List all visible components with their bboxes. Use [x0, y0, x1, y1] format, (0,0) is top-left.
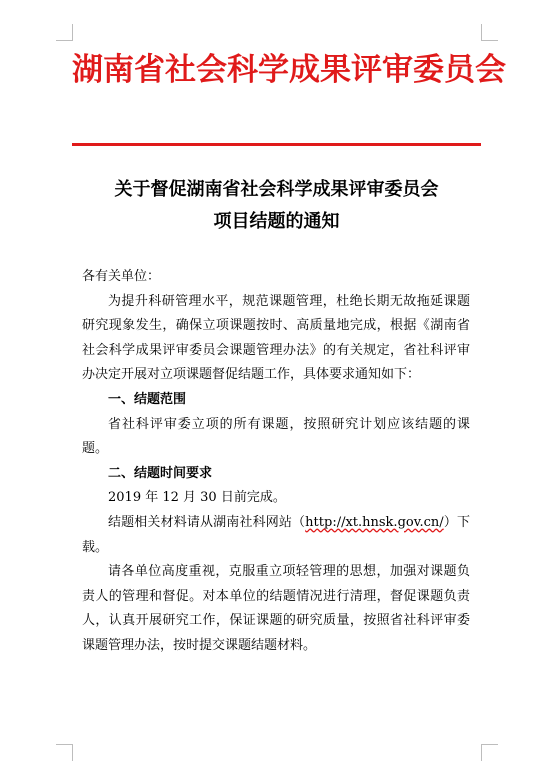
download-text-after: ）下载。	[82, 514, 470, 555]
closing-paragraph: 请各单位高度重视，克服重立项轻管理的思想，加强对课题负责人的管理和督促。对本单位的结题情况进行清理，督促课题负责人，认真开展研究工作，保证课题的研究质量，按照省社科评审委课题管理办法，按时提交课题结题材料。	[82, 564, 470, 653]
salutation: 各有关单位：	[82, 269, 161, 284]
section-heading-deadline: 二、结题时间要求	[108, 465, 213, 481]
download-url-link[interactable]: http://xt.hnsk.gov.cn/	[305, 514, 444, 530]
document-title-line-1: 关于督促湖南省社会科学成果评审委员会	[114, 179, 439, 200]
download-paragraph	[82, 511, 470, 560]
download-text-before: 结题相关材料请从湖南社科网站（	[108, 514, 306, 530]
section-heading-scope: 一、结题范围	[108, 391, 187, 407]
crop-mark-top-right	[481, 24, 498, 41]
document-title	[72, 174, 481, 238]
intro-paragraph: 为提升科研管理水平，规范课题管理，杜绝长期无故拖延课题研究现象发生，确保立项课题按时、高质量地完成，根据《湖南省社会科学成果评审委员会课题管理办法》的有关规定，省社科评审办决定开展对立项课题督促结题工作，具体要求通知如下：	[82, 293, 470, 383]
section-body-scope: 省社科评审委立项的所有课题，按照研究计划应该结题的课题。	[82, 416, 470, 457]
crop-mark-bottom-right	[481, 744, 498, 761]
crop-mark-bottom-left	[56, 744, 73, 761]
document-body	[82, 265, 470, 659]
red-header-rule	[72, 143, 481, 146]
document-title-line-2: 项目结题的通知	[213, 211, 340, 232]
section-body-deadline: 2019 年 12 月 30 日前完成。	[108, 490, 286, 506]
crop-mark-top-left	[56, 24, 73, 41]
organization-header: 湖南省社会科学成果评审委员会	[72, 52, 506, 88]
